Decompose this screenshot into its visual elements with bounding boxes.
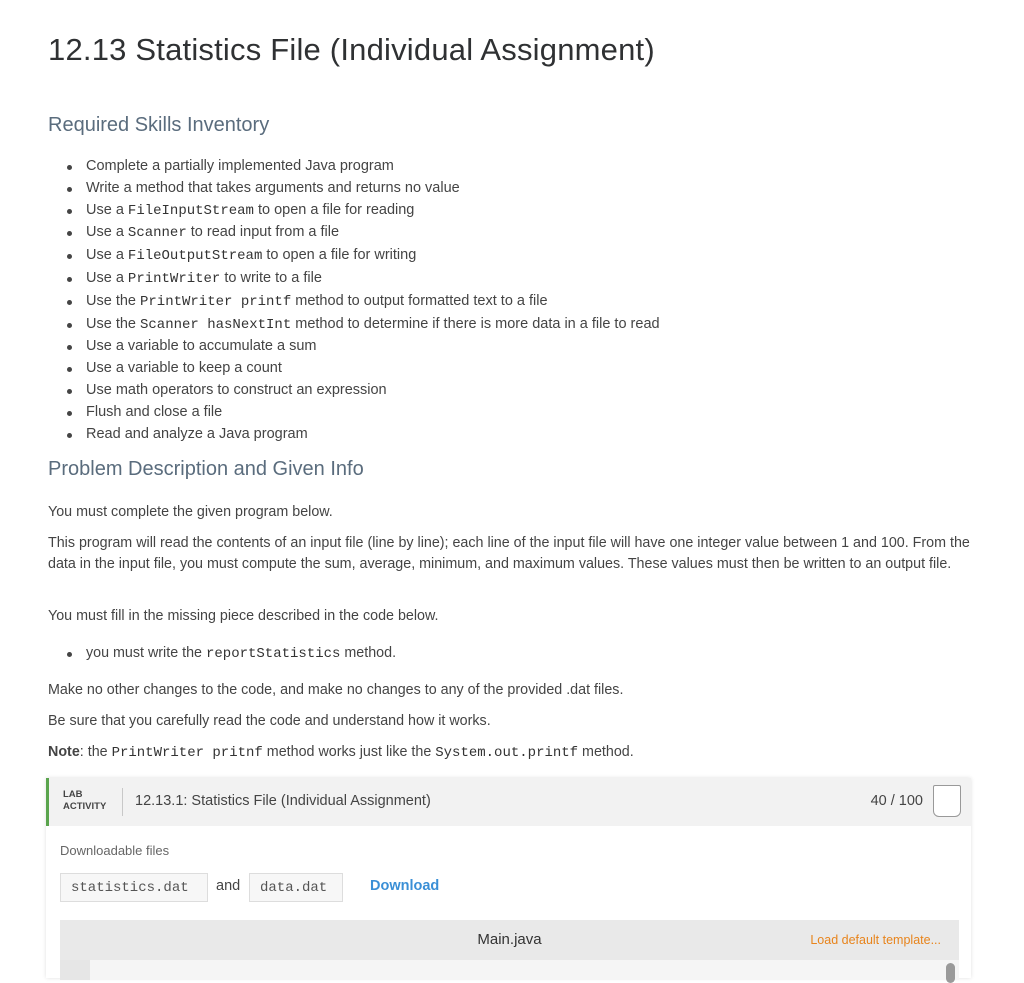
problem-paragraph-5: Be sure that you carefully read the code and understand how it works. (48, 713, 491, 729)
skill-text: to open a file for writing (262, 247, 417, 264)
editor-toolbar (60, 920, 959, 960)
skill-text: method to determine if there is more data in a file to read (291, 315, 660, 332)
bullet-dot (67, 652, 72, 657)
skill-item (48, 291, 660, 314)
skill-item (48, 424, 660, 446)
editor-filename: Main.java (477, 931, 542, 948)
line-number-gutter (60, 960, 90, 980)
downloadable-files-label: Downloadable files (60, 843, 170, 858)
note-text-1: : the (79, 744, 112, 760)
skill-item (48, 245, 660, 268)
problem-paragraph-3: You must fill in the missing piece described in the code below. (48, 608, 439, 624)
skill-code: PrintWriter (127, 270, 221, 287)
skill-text: Use a variable to keep a count (86, 360, 282, 377)
problem-heading: Problem Description and Given Info (48, 458, 364, 480)
skill-code: FileInputStream (127, 202, 254, 219)
lab-score: 40 / 100 (870, 793, 923, 809)
skill-item (48, 336, 660, 358)
skill-text: Complete a partially implemented Java program (86, 158, 394, 174)
skill-item (48, 156, 660, 178)
skills-heading: Required Skills Inventory (48, 114, 270, 136)
lab-activity-panel (46, 778, 971, 978)
skill-text: to read input from a file (186, 224, 340, 241)
note-code-1: PrintWriter pritnf (111, 745, 263, 761)
lab-tag-line-1: LAB (63, 789, 83, 800)
skill-code: FileOutputStream (127, 248, 263, 265)
page-title: 12.13 Statistics File (Individual Assignment) (48, 32, 655, 67)
skill-text: Write a method that takes arguments and returns no value (86, 179, 460, 196)
skill-text: Use the (86, 292, 140, 309)
skill-text: Use a (86, 269, 128, 286)
requirement-method-code: reportStatistics (205, 646, 341, 662)
skill-item (48, 200, 660, 223)
skill-item (48, 402, 660, 424)
skill-code: Scanner hasNextInt (140, 316, 292, 333)
skill-item (48, 268, 660, 291)
skill-item (48, 358, 660, 380)
download-button[interactable]: Download (370, 878, 440, 894)
skill-item (48, 380, 660, 402)
completion-badge-icon (933, 785, 961, 817)
skill-text: Use a (86, 224, 128, 241)
skill-text: Use a (86, 247, 128, 264)
problem-paragraph-4: Make no other changes to the code, and make no changes to any of the provided .dat files. (48, 682, 624, 698)
note-label: Note (48, 744, 80, 760)
code-editor[interactable] (60, 960, 959, 980)
header-divider (122, 788, 123, 816)
skill-text: Use the (86, 315, 140, 332)
editor-scrollbar[interactable] (946, 963, 955, 983)
skill-code: PrintWriter printf (140, 293, 292, 310)
skill-text: method to output formatted text to a file (291, 292, 548, 309)
note-text-2: method works just like the (262, 744, 436, 760)
note-code-2: System.out.printf (435, 745, 579, 761)
lab-activity-title: 12.13.1: Statistics File (Individual Assignment) (135, 793, 431, 809)
requirement-bullet (48, 643, 973, 665)
skill-text: to write to a file (220, 269, 322, 286)
requirement-text-post: method. (340, 645, 397, 661)
requirement-text-pre: you must write the (86, 645, 206, 661)
note-paragraph (48, 742, 973, 764)
file-data-dat: data.dat (249, 873, 343, 902)
skill-text: Flush and close a file (86, 403, 223, 420)
file-statistics-dat: statistics.dat (60, 873, 208, 902)
skill-item (48, 222, 660, 245)
files-and-label: and (216, 878, 241, 894)
skill-text: Use a (86, 201, 128, 218)
skill-text: to open a file for reading (253, 201, 415, 218)
lab-activity-tag (63, 789, 106, 813)
note-text-3: method. (578, 744, 634, 760)
skill-text: Use a variable to accumulate a sum (86, 338, 317, 355)
problem-paragraph-1: You must complete the given program below. (48, 504, 333, 520)
lab-tag-line-2: ACTIVITY (63, 801, 107, 812)
problem-paragraph-2: This program will read the contents of an input file (line by line); each line of the input file will have one integer value between 1 and 100. From the data in the input file, you must compute the sum, average, minimum, and maximum values. These values must then be written to an output file. (48, 535, 970, 572)
skill-item (48, 178, 660, 200)
skills-list (48, 156, 660, 445)
skill-item (48, 314, 660, 337)
skill-text: Read and analyze a Java program (86, 425, 308, 442)
load-default-template-link[interactable]: Load default template... (810, 933, 941, 947)
skill-text: Use math operators to construct an expression (86, 381, 387, 398)
skill-code: Scanner (127, 225, 187, 242)
lab-activity-header (46, 778, 971, 826)
